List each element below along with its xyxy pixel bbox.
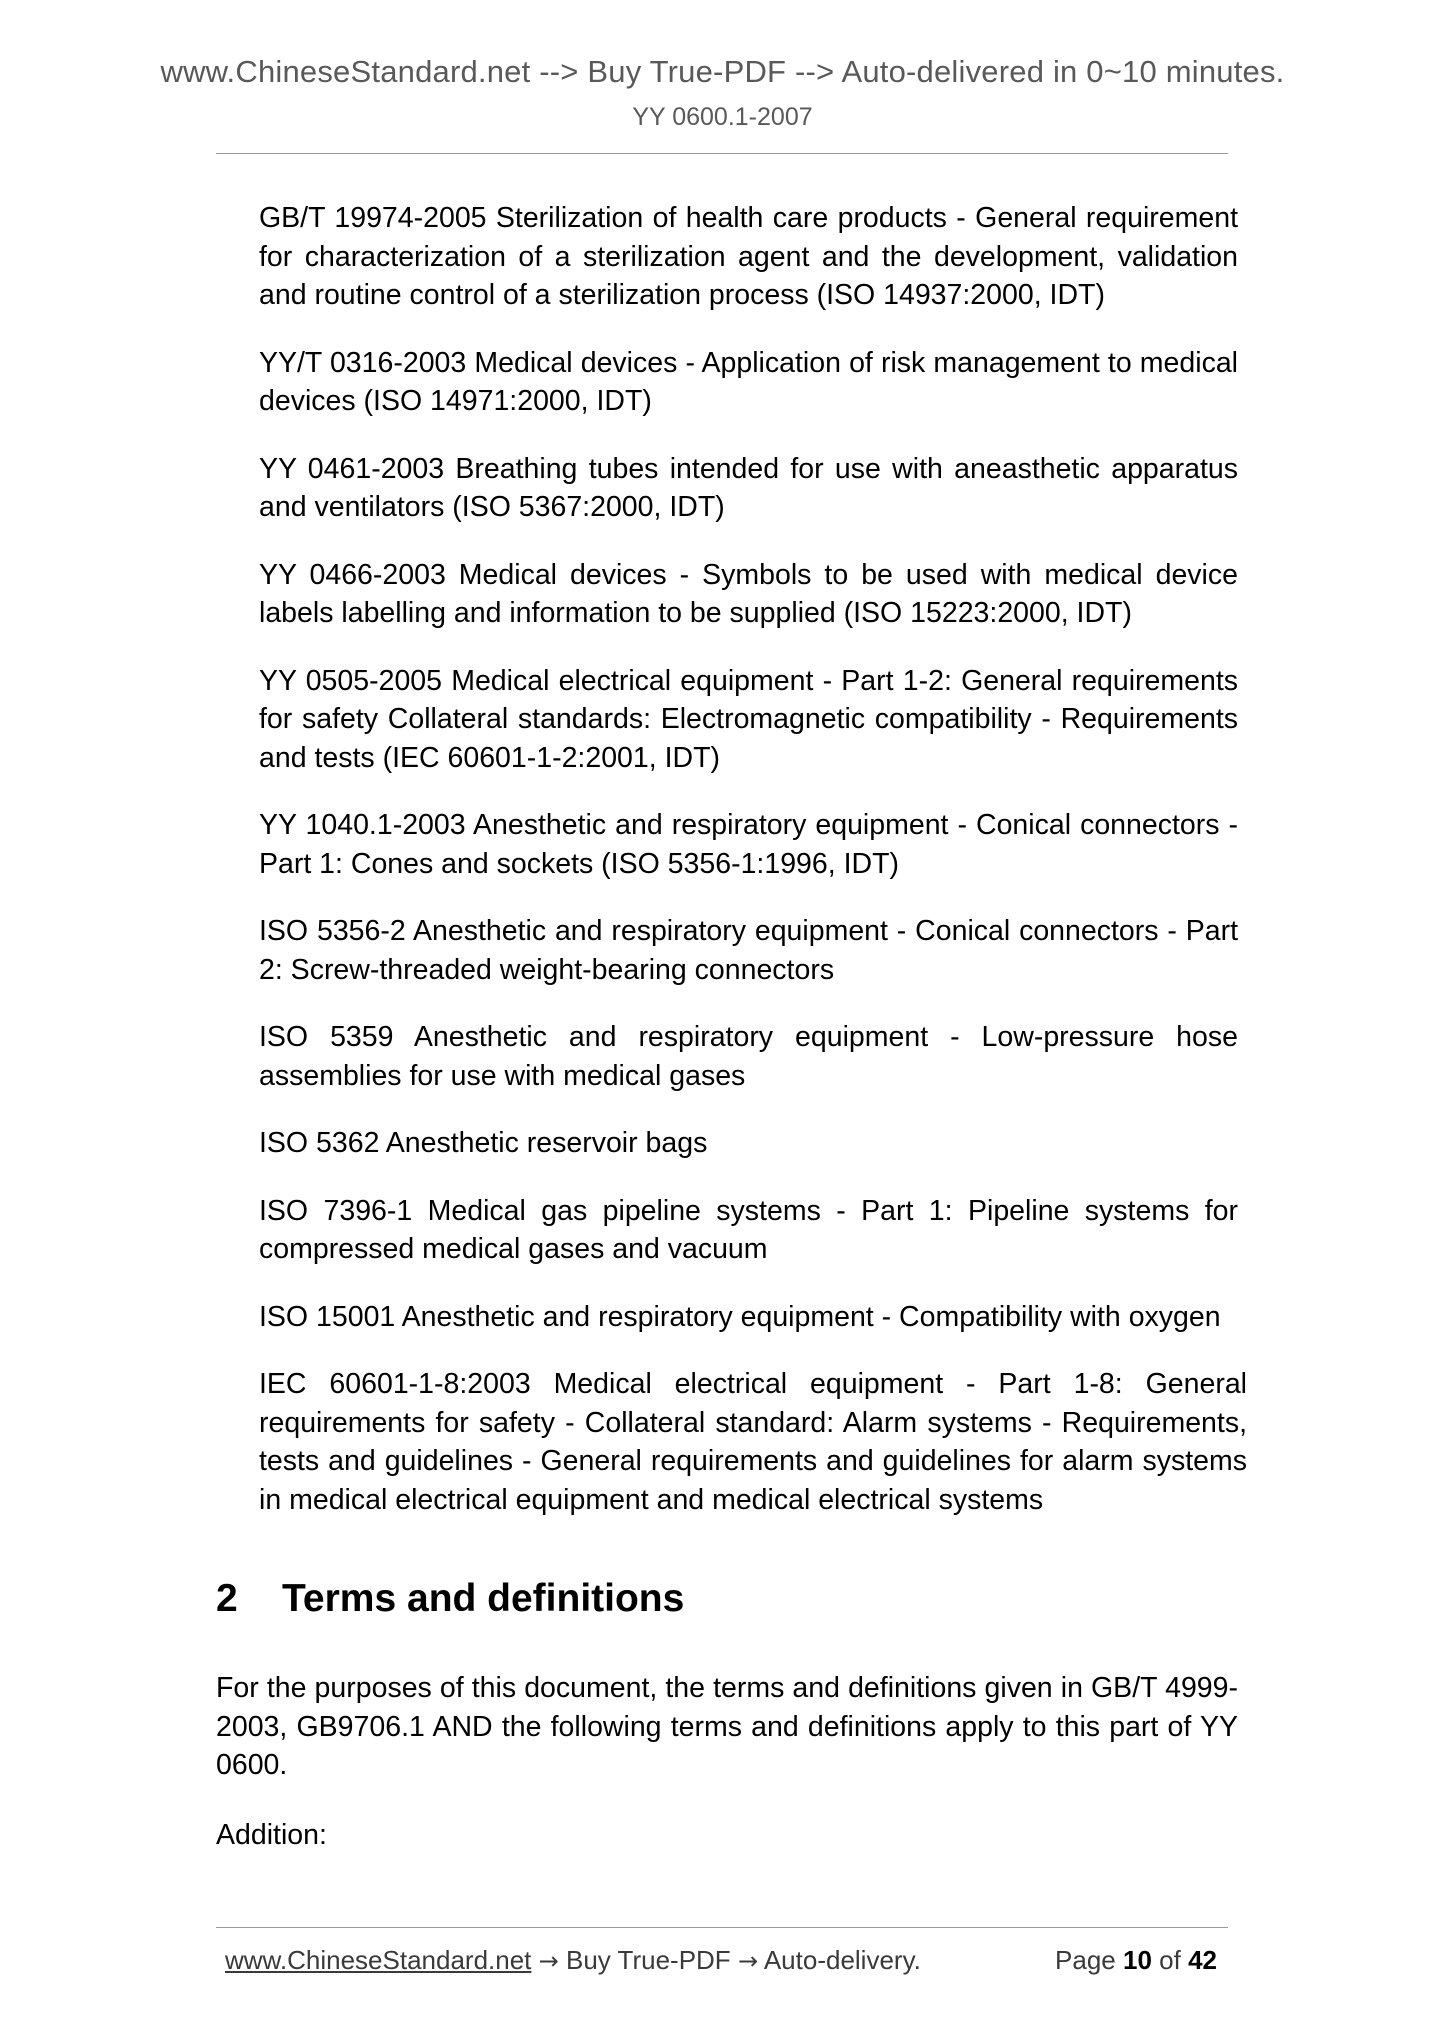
reference-item: ISO 5359 Anesthetic and respiratory equipment - Low-pressure hose assemblies for use with medical gases [259, 1021, 1238, 1092]
reference-item: YY/T 0316-2003 Medical devices - Application of risk management to medical devices (ISO 14971:2000, IDT) [259, 346, 1238, 417]
footer-delivery-text: Auto-delivery. [763, 1945, 921, 1975]
section-paragraph: For the purposes of this document, the terms and definitions given in GB/T 4999-2003, GB9706.1 AND the following terms and definitions apply to this part of YY 0600. [216, 1672, 1238, 1781]
reference-item: YY 0505-2005 Medical electrical equipment - Part 1-2: General requirements for safety Collateral standards: Electromagnetic compatibility - Requirements and tests (IEC 60601-1-2:2001, IDT) [259, 664, 1238, 774]
reference-item: ISO 5356-2 Anesthetic and respiratory equipment - Conical connectors - Part 2: Screw-threaded weight-bearing connectors [259, 915, 1238, 986]
reference-item: IEC 60601-1-8:2003 Medical electrical equipment - Part 1-8: General requirements for safety - Collateral standard: Alarm systems - Requirements, tests and guidelines - General requirements and guidelines for alarm systems in medical electrical equipment and medical electrical systems [259, 1368, 1247, 1516]
reference-item: YY 0461-2003 Breathing tubes intended for use with aneasthetic apparatus and ventilators (ISO 5367:2000, IDT) [259, 452, 1238, 523]
arrow-right-icon: → [737, 1947, 759, 1975]
reference-item: YY 1040.1-2003 Anesthetic and respiratory equipment - Conical connectors - Part 1: Cones and sockets (ISO 5356-1:1996, IDT) [259, 809, 1238, 880]
section-title: Terms and definitions [282, 1577, 685, 1620]
page-number: Page 10 of 42 [1055, 1945, 1217, 1975]
reference-item: GB/T 19974-2005 Sterilization of health care products - General requirement for characterization of a sterilization agent and the development, validation and routine control of a sterilization process (ISO 14937:2000, IDT) [259, 202, 1238, 311]
reference-item: ISO 15001 Anesthetic and respiratory equipment - Compatibility with oxygen [259, 1300, 1221, 1333]
footer-site-link[interactable]: www.ChineseStandard.net [225, 1945, 532, 1975]
header-banner: www.ChineseStandard.net --> Buy True-PDF --> Auto-delivered in 0~10 minutes. [160, 54, 1285, 89]
section-heading [216, 1577, 684, 1621]
normative-references-list [259, 199, 1247, 1548]
reference-item: ISO 5362 Anesthetic reservoir bags [259, 1127, 708, 1159]
reference-item: YY 0466-2003 Medical devices - Symbols to be used with medical device labels labelling and information to be supplied (ISO 15223:2000, IDT) [259, 558, 1238, 629]
page-footer [225, 1945, 1229, 1976]
arrow-right-icon: → [538, 1947, 559, 1975]
page-total: 42 [1188, 1945, 1217, 1975]
header-divider [216, 153, 1228, 154]
section-number: 2 [216, 1577, 238, 1620]
addition-label: Addition: [216, 1819, 327, 1851]
document-id: YY 0600.1-2007 [632, 103, 813, 131]
footer-divider [216, 1927, 1228, 1928]
reference-item: ISO 7396-1 Medical gas pipeline systems - Part 1: Pipeline systems for compressed medical gases and vacuum [259, 1194, 1238, 1265]
footer-buy-text: Buy True-PDF [565, 1945, 731, 1975]
page-current: 10 [1123, 1945, 1152, 1975]
